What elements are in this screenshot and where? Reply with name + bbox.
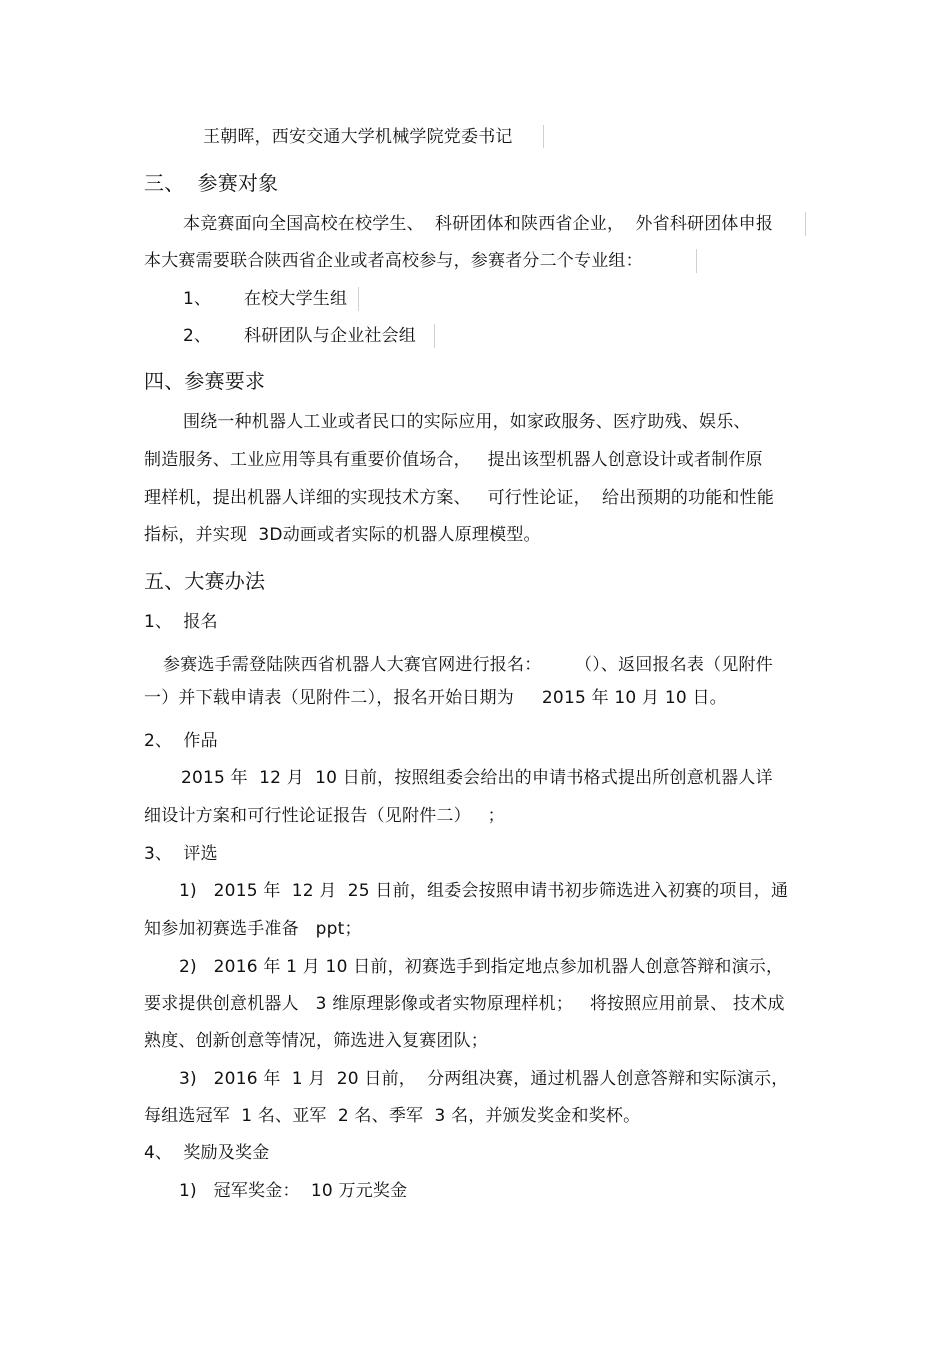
table-edge: [696, 249, 697, 273]
section-4-line-2: 制造服务、工业应用等具有重要价值场合， 提出该型机器人创意设计或者制作原: [144, 450, 763, 470]
group-2-label: 科研团队与企业社会组: [244, 326, 416, 346]
item-3-sub-1-line-1: 1) 2015 年 12 月 25 日前，组委会按照申请书初步筛选进入初赛的项目，通: [179, 881, 789, 901]
section-5-heading: 五、大赛办法: [144, 569, 266, 593]
item-4-sub-1: 1) 冠军奖金： 10 万元奖金: [179, 1181, 408, 1201]
group-1-label: 在校大学生组: [244, 289, 348, 309]
table-edge: [805, 212, 806, 236]
section-4-line-1: 围绕一种机器人工业或者民口的实际应用，如家政服务、医疗助残、娱乐、: [183, 412, 751, 432]
table-edge: [358, 287, 359, 311]
item-2-line-1: 2015 年 12 月 10 日前，按照组委会给出的申请书格式提出所创意机器人详: [181, 768, 773, 788]
item-3-heading: 3、 评选: [144, 844, 218, 864]
section-4-heading: 四、参赛要求: [144, 369, 266, 393]
item-2-heading: 2、 作品: [144, 731, 218, 751]
item-3-sub-1-line-2: 知参加初赛选手准备 ppt；: [144, 919, 362, 939]
group-2-number: 2、: [183, 326, 212, 346]
item-4-heading: 4、 奖励及奖金: [144, 1143, 270, 1163]
item-2-line-2: 细设计方案和可行性论证报告（见附件二） ；: [144, 806, 505, 826]
item-1-heading: 1、 报名: [144, 612, 218, 632]
item-1-line-1: 参赛选手需登陆陕西省机器人大赛官网进行报名： （）、返回报名表（见附件: [163, 655, 773, 675]
section-3-paragraph-line-2: 本大赛需要联合陕西省企业或者高校参与，参赛者分二个专业组：: [144, 251, 643, 271]
item-1-line-2: 一）并下载申请表（见附件二），报名开始日期为 2015 年 10 月 10 日。: [144, 688, 727, 708]
section-4-line-3: 理样机，提出机器人详细的实现技术方案、 可行性论证， 给出预期的功能和性能: [144, 488, 775, 508]
item-3-sub-2-line-2: 要求提供创意机器人 3 维原理影像或者实物原理样机； 将按照应用前景、 技术成: [144, 994, 785, 1014]
item-3-sub-3-line-1: 3) 2016 年 1 月 20 日前， 分两组决赛，通过机器人创意答辩和实际演示，: [179, 1069, 789, 1089]
item-3-sub-3-line-2: 每组选冠军 1 名、亚军 2 名、季军 3 名，并颁发奖金和奖杯。: [144, 1106, 641, 1126]
section-4-line-4: 指标，并实现 3D动画或者实际的机器人原理模型。: [144, 525, 541, 545]
committee-member-line: 王朝晖，西安交通大学机械学院党委书记: [203, 127, 513, 147]
item-3-sub-2-line-1: 2) 2016 年 1 月 10 日前，初赛选手到指定地点参加机器人创意答辩和演示，: [179, 957, 784, 977]
table-edge: [434, 324, 435, 348]
group-1-number: 1、: [183, 289, 212, 309]
table-edge: [543, 125, 544, 148]
section-3-heading: 三、 参赛对象: [144, 171, 279, 195]
item-3-sub-2-line-3: 熟度、创新创意等情况，筛选进入复赛团队；: [144, 1031, 488, 1051]
section-3-paragraph-line-1: 本竞赛面向全国高校在校学生、 科研团体和陕西省企业， 外省科研团体申报: [183, 214, 774, 234]
